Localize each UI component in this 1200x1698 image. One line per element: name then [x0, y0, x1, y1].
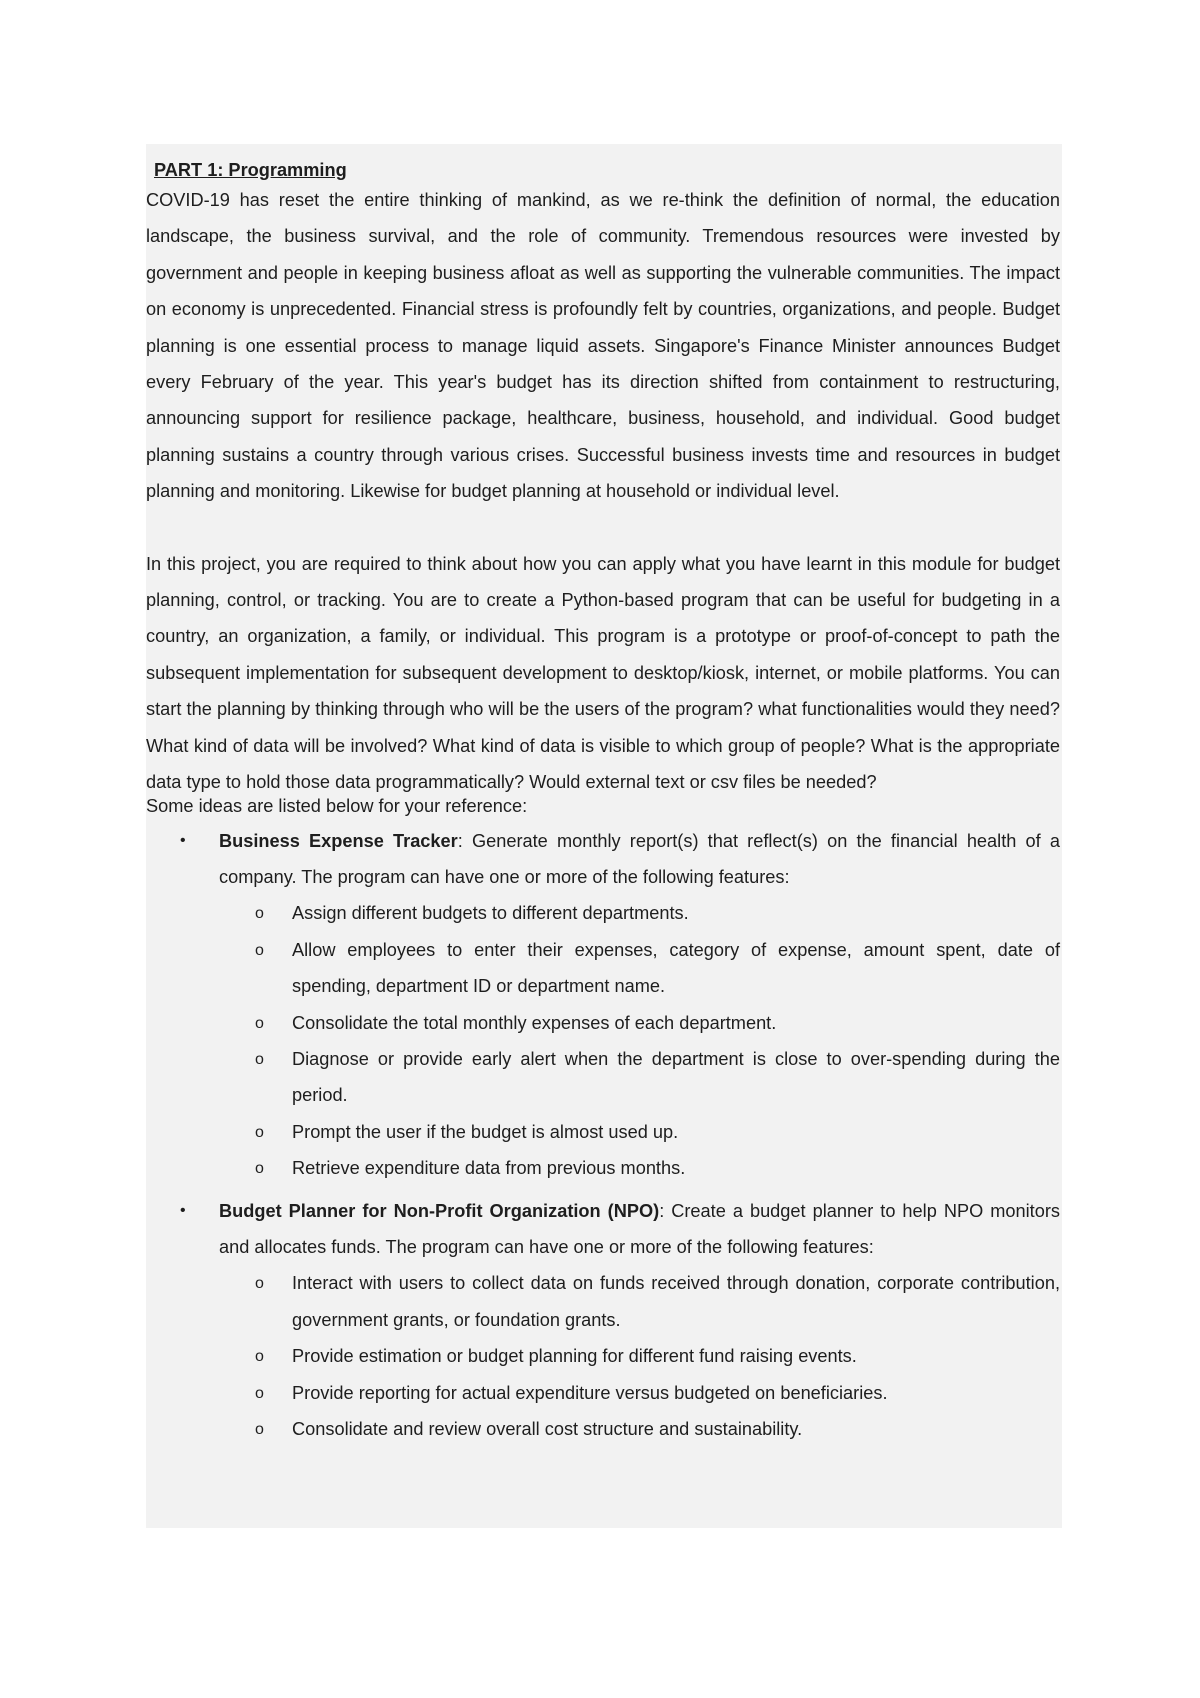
sub-bullet-icon: o — [255, 1421, 264, 1438]
idea-item — [146, 1193, 1060, 1448]
ideas-list — [146, 823, 1060, 1448]
idea-title: Budget Planner for Non-Profit Organization (NPO) — [219, 1200, 660, 1221]
feature-list — [219, 1265, 1060, 1447]
idea-description: : Create a budget planner to help NPO monitors and allocates funds. The program can have one or more of the following features: — [219, 1200, 1060, 1257]
feature-item — [219, 1411, 1060, 1447]
feature-list — [219, 895, 1060, 1186]
sub-bullet-icon: o — [255, 1014, 264, 1032]
feature-text: Consolidate the total monthly expenses of each department. — [292, 1012, 777, 1033]
feature-text: Provide reporting for actual expenditure versus budgeted on beneficiaries. — [292, 1382, 888, 1403]
feature-text: Prompt the user if the budget is almost used up. — [292, 1121, 679, 1142]
idea-description: : Generate monthly report(s) that reflect(s) on the financial health of a company. The program can have one or more of the following features: — [219, 830, 1060, 887]
feature-item — [219, 1150, 1060, 1186]
feature-item — [219, 1338, 1060, 1374]
sub-bullet-icon: o — [255, 1348, 264, 1366]
feature-item — [219, 1375, 1060, 1411]
feature-text: Assign different budgets to different departments. — [292, 903, 689, 924]
bullet-icon: • — [180, 1201, 186, 1219]
paragraph-spacer — [146, 510, 1060, 546]
sub-bullet-icon: o — [255, 1123, 264, 1141]
sub-bullet-icon: o — [255, 941, 264, 959]
feature-text: Provide estimation or budget planning for different fund raising events. — [292, 1346, 857, 1367]
feature-item — [219, 1265, 1060, 1338]
sub-bullet-icon: o — [255, 1275, 264, 1293]
feature-text: Interact with users to collect data on funds received through donation, corporate contribution, government grants, or foundation grants. — [292, 1273, 1060, 1330]
bullet-icon: • — [180, 831, 186, 849]
feature-item — [219, 932, 1060, 1005]
feature-text: Diagnose or provide early alert when the department is close to over-spending during the period. — [292, 1048, 1060, 1106]
idea-title: Business Expense Tracker — [219, 830, 458, 851]
feature-item — [219, 1114, 1060, 1150]
project-paragraph: In this project, you are required to think about how you can apply what you have learnt in this module for budget planning, control, or tracking. You are to create a Python-based program that can be useful for budgeting in a country, an organization, a family, or individual. This program is a prototype or proof-of-concept to path the subsequent implementation for subsequent development to desktop/kiosk, internet, or mobile platforms. You can start the planning by thinking through who will be the users of the program? what functionalities would they need? What kind of data will be involved? What kind of data is visible to which group of people? What is the appropriate data type to hold those data programmatically? Would external text or csv files be needed? — [146, 553, 1060, 793]
feature-text: Allow employees to enter their expenses, category of expense, amount spent, date of spending, department ID or department name. — [292, 939, 1060, 997]
intro-paragraph: COVID-19 has reset the entire thinking of mankind, as we re-think the definition of normal, the education landscape, the business survival, and the role of community. Tremendous resources were invested by government and people in keeping business afloat as well as supporting the vulnerable communities. The impact on economy is unprecedented. Financial stress is profoundly felt by countries, organizations, and people. Budget planning is one essential process to manage liquid assets. Singapore's Finance Minister announces Budget every February of the year. This year's budget has its direction shifted from containment to restructuring, announcing support for resilience package, healthcare, business, household, and individual. Good budget planning sustains a country through various crises. Successful business invests time and resources in budget planning and monitoring. Likewise for budget planning at household or individual level. — [146, 190, 1060, 502]
feature-text: Consolidate and review overall cost structure and sustainability. — [292, 1419, 803, 1439]
section-heading: PART 1: Programming — [154, 160, 347, 180]
sub-bullet-icon: o — [255, 1160, 264, 1178]
sub-bullet-icon: o — [255, 1050, 264, 1068]
feature-item — [219, 1041, 1060, 1114]
document-body — [146, 155, 1060, 1447]
ideas-lead-in: Some ideas are listed below for your reference: — [146, 795, 528, 816]
feature-item — [219, 1005, 1060, 1041]
feature-text: Retrieve expenditure data from previous months. — [292, 1158, 686, 1179]
feature-item — [219, 895, 1060, 931]
sub-bullet-icon: o — [255, 905, 264, 923]
idea-item — [146, 823, 1060, 1187]
sub-bullet-icon: o — [255, 1384, 264, 1402]
